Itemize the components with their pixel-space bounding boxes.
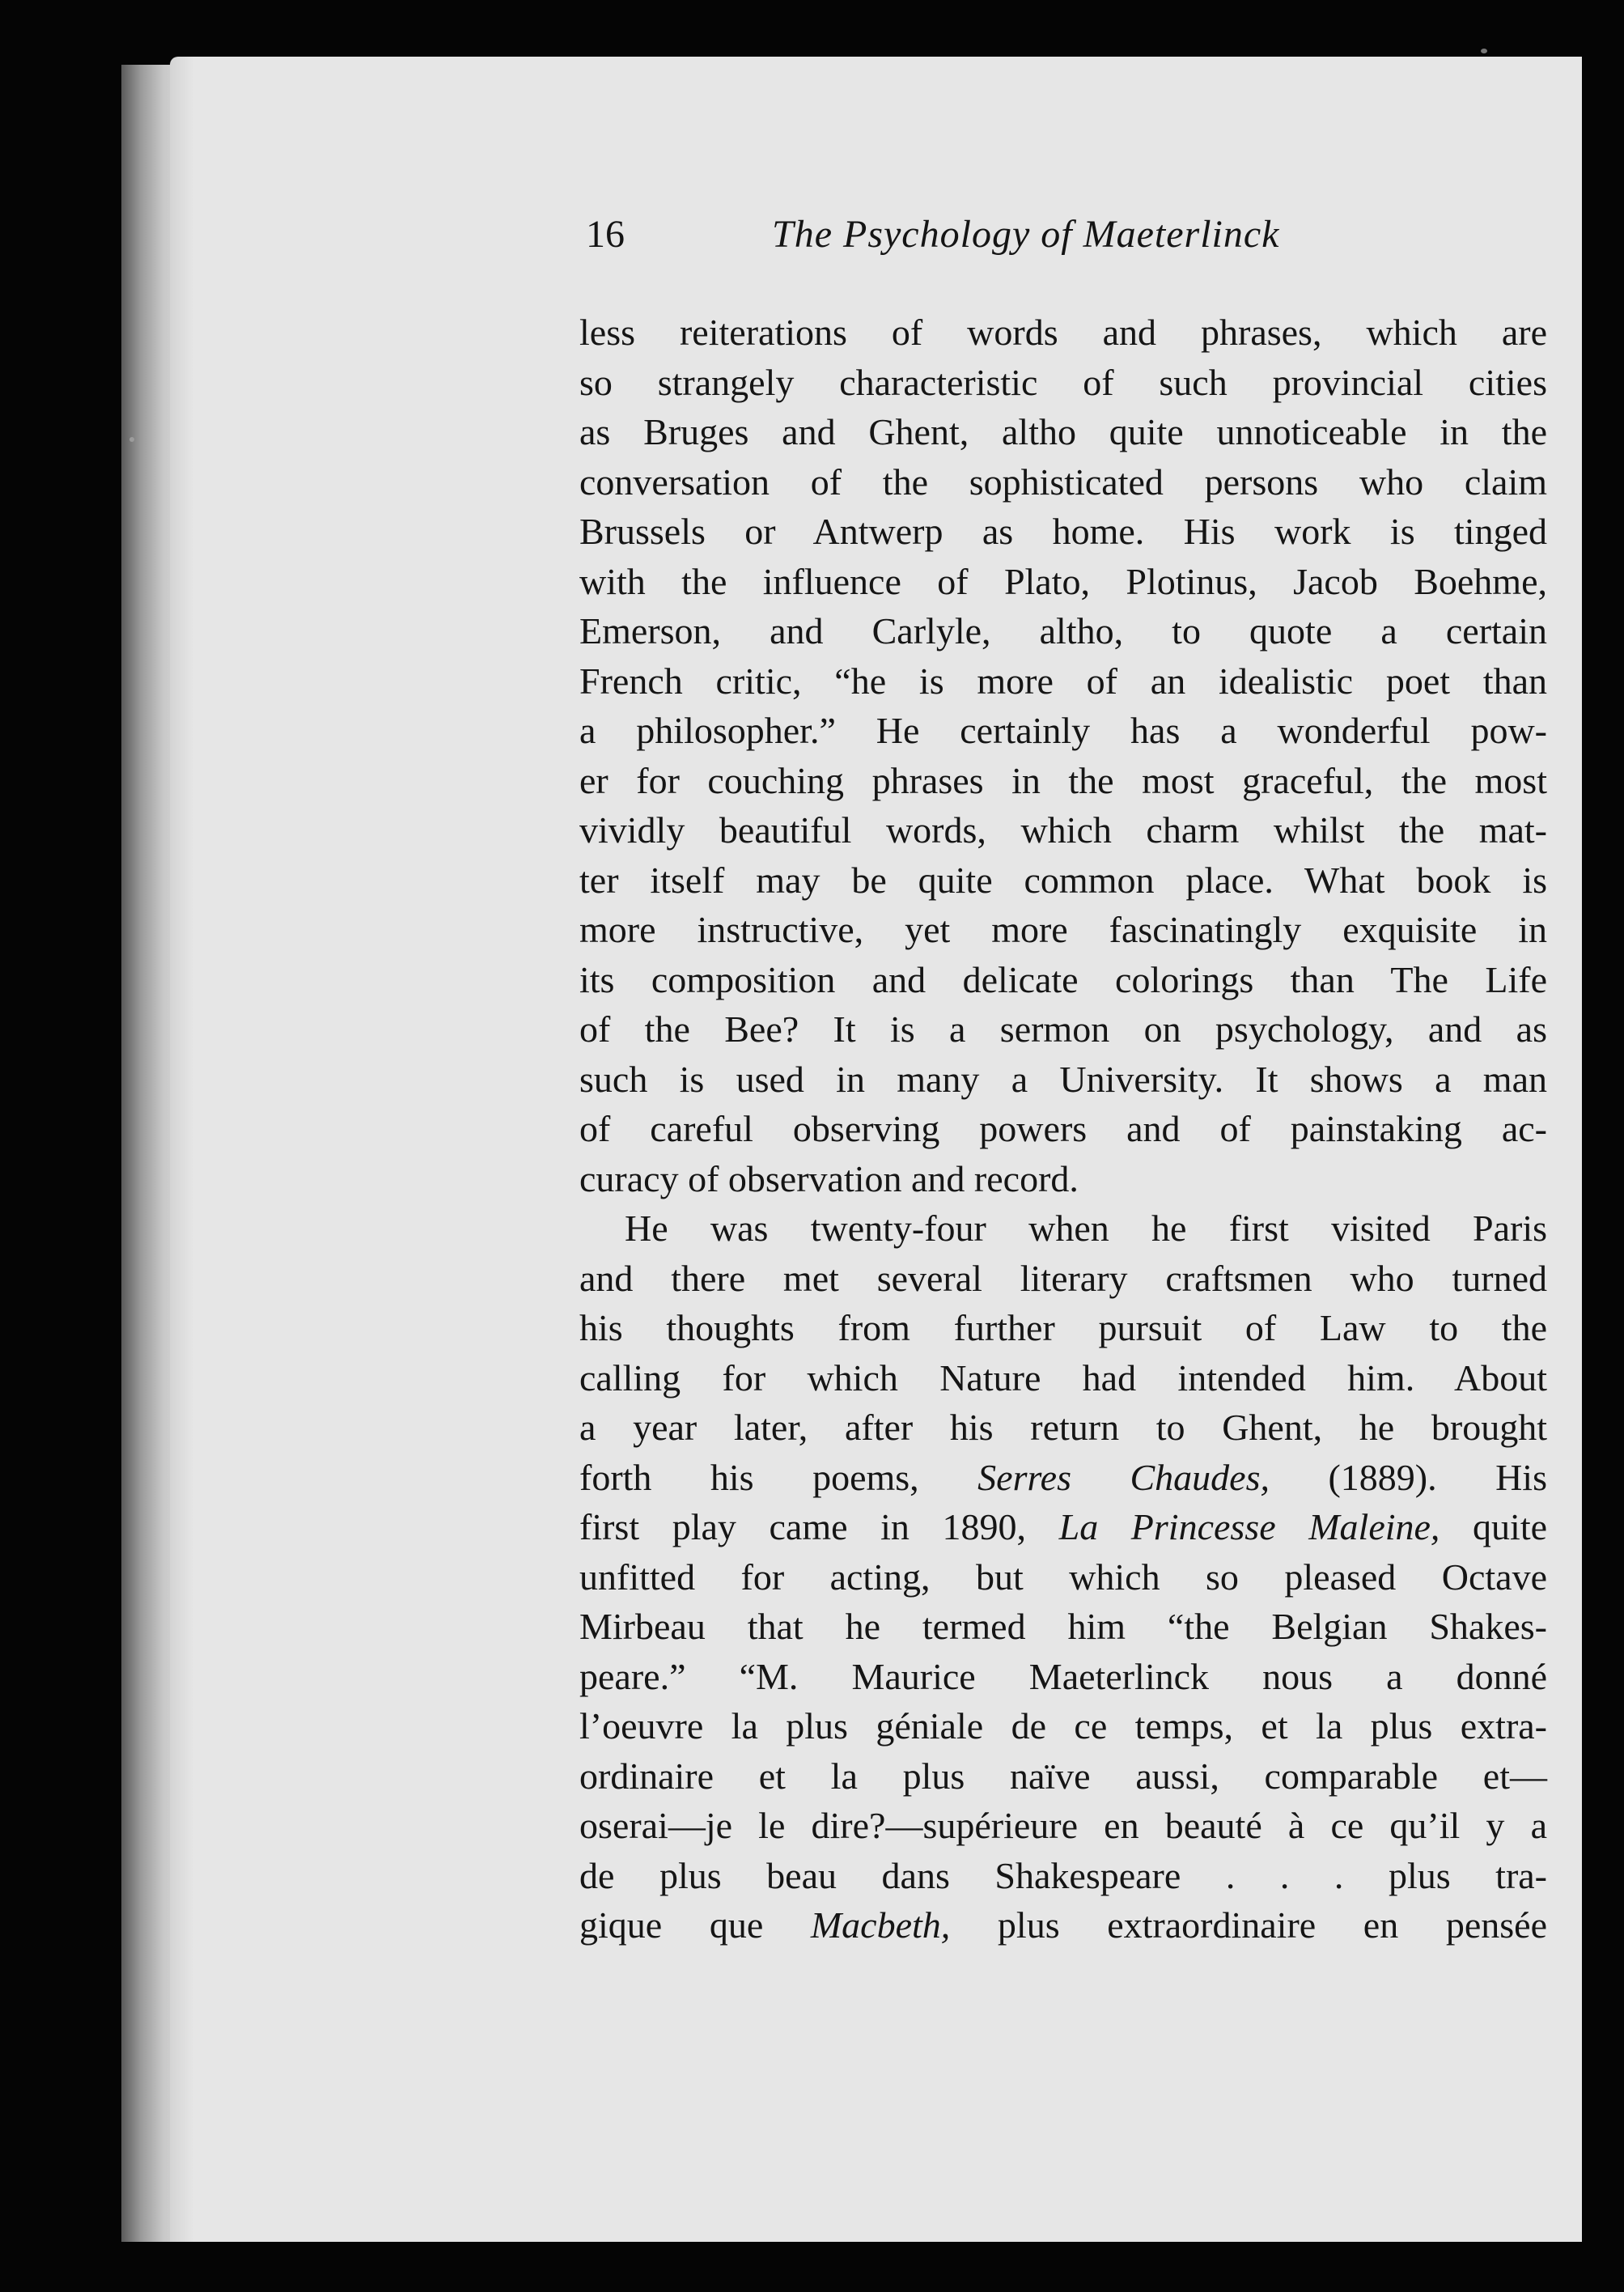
text-line: oserai—je le dire?—supérieure en beauté à ce qu’il y a bbox=[579, 1805, 1547, 1846]
text-line: his thoughts from further pursuit of Law to the bbox=[579, 1307, 1547, 1348]
text-line: less reiterations of words and phrases, which are bbox=[579, 312, 1547, 353]
text-line: Mirbeau that he termed him “the Belgian Shakes- bbox=[579, 1606, 1547, 1647]
italic-title: Macbeth, bbox=[810, 1904, 951, 1946]
text-line: and there met several literary craftsmen who turned bbox=[579, 1257, 1547, 1299]
text-line: curacy of observation and record. bbox=[579, 1157, 1079, 1199]
text-line: unfitted for acting, but which so pleased Octave bbox=[579, 1556, 1547, 1598]
body-text bbox=[579, 308, 1547, 1950]
text-line: ordinaire et la plus naïve aussi, comparable et— bbox=[579, 1755, 1547, 1797]
text-line: He was twenty-four when he first visited Paris bbox=[625, 1208, 1547, 1249]
text-line: vividly beautiful words, which charm whilst the mat- bbox=[579, 809, 1547, 851]
text-run: quite bbox=[1473, 1506, 1548, 1547]
text-line: as Bruges and Ghent, altho quite unnoticeable in the bbox=[579, 411, 1547, 452]
text-line: ter itself may be quite common place. What book is bbox=[579, 859, 1547, 901]
text-line: peare.” “M. Maurice Maeterlinck nous a donné bbox=[579, 1655, 1547, 1697]
scan-speck bbox=[129, 437, 134, 442]
text-run: (1889). His bbox=[1328, 1456, 1547, 1498]
scan-speck bbox=[1481, 49, 1487, 53]
text-line: a year later, after his return to Ghent, he brought bbox=[579, 1407, 1547, 1448]
text-line: conversation of the sophisticated persons who claim bbox=[579, 461, 1547, 503]
text-line: l’oeuvre la plus géniale de ce temps, et la plus extra- bbox=[579, 1705, 1547, 1747]
text-line: of careful observing powers and of painstaking ac- bbox=[579, 1108, 1547, 1149]
text-run: forth his poems, bbox=[579, 1456, 919, 1498]
page-number: 16 bbox=[586, 213, 625, 256]
text-line: Emerson, and Carlyle, altho, to quote a certain bbox=[579, 610, 1547, 652]
text-line: er for couching phrases in the most graceful, the most bbox=[579, 759, 1547, 801]
text-run: first play came in 1890, bbox=[579, 1506, 1026, 1547]
text-run: gique que bbox=[579, 1904, 764, 1946]
text-line: of the Bee? It is a sermon on psychology, and as bbox=[579, 1008, 1547, 1050]
text-line: de plus beau dans Shakespeare . . . plus tra- bbox=[579, 1854, 1547, 1896]
text-line: French critic, “he is more of an idealistic poet than bbox=[579, 660, 1547, 702]
text-line: so strangely characteristic of such provincial cities bbox=[579, 361, 1547, 403]
text-line-mixed bbox=[579, 1900, 1547, 1950]
text-line: such is used in many a University. It shows a man bbox=[579, 1058, 1547, 1100]
text-line: more instructive, yet more fascinatingly exquisite in bbox=[579, 909, 1547, 950]
text-line: calling for which Nature had intended him. About bbox=[579, 1356, 1547, 1399]
italic-title: Serres Chaudes, bbox=[977, 1456, 1270, 1498]
page-header bbox=[586, 212, 1395, 277]
text-line: Brussels or Antwerp as home. His work is tinged bbox=[579, 511, 1547, 552]
italic-title: La Princesse Maleine, bbox=[1058, 1506, 1440, 1547]
text-run: plus extraordinaire en pensée bbox=[997, 1904, 1547, 1946]
text-line: with the influence of Plato, Plotinus, Jacob Boehme, bbox=[579, 560, 1547, 602]
running-head: The Psychology of Maeterlinck bbox=[772, 213, 1280, 256]
text-line: a philosopher.” He certainly has a wonderful pow- bbox=[579, 710, 1547, 751]
text-line: its composition and delicate colorings than The Life bbox=[579, 958, 1547, 1000]
text-line-mixed bbox=[579, 1502, 1547, 1552]
text-line-mixed bbox=[579, 1453, 1547, 1503]
page-gutter-shadow bbox=[170, 57, 194, 2242]
